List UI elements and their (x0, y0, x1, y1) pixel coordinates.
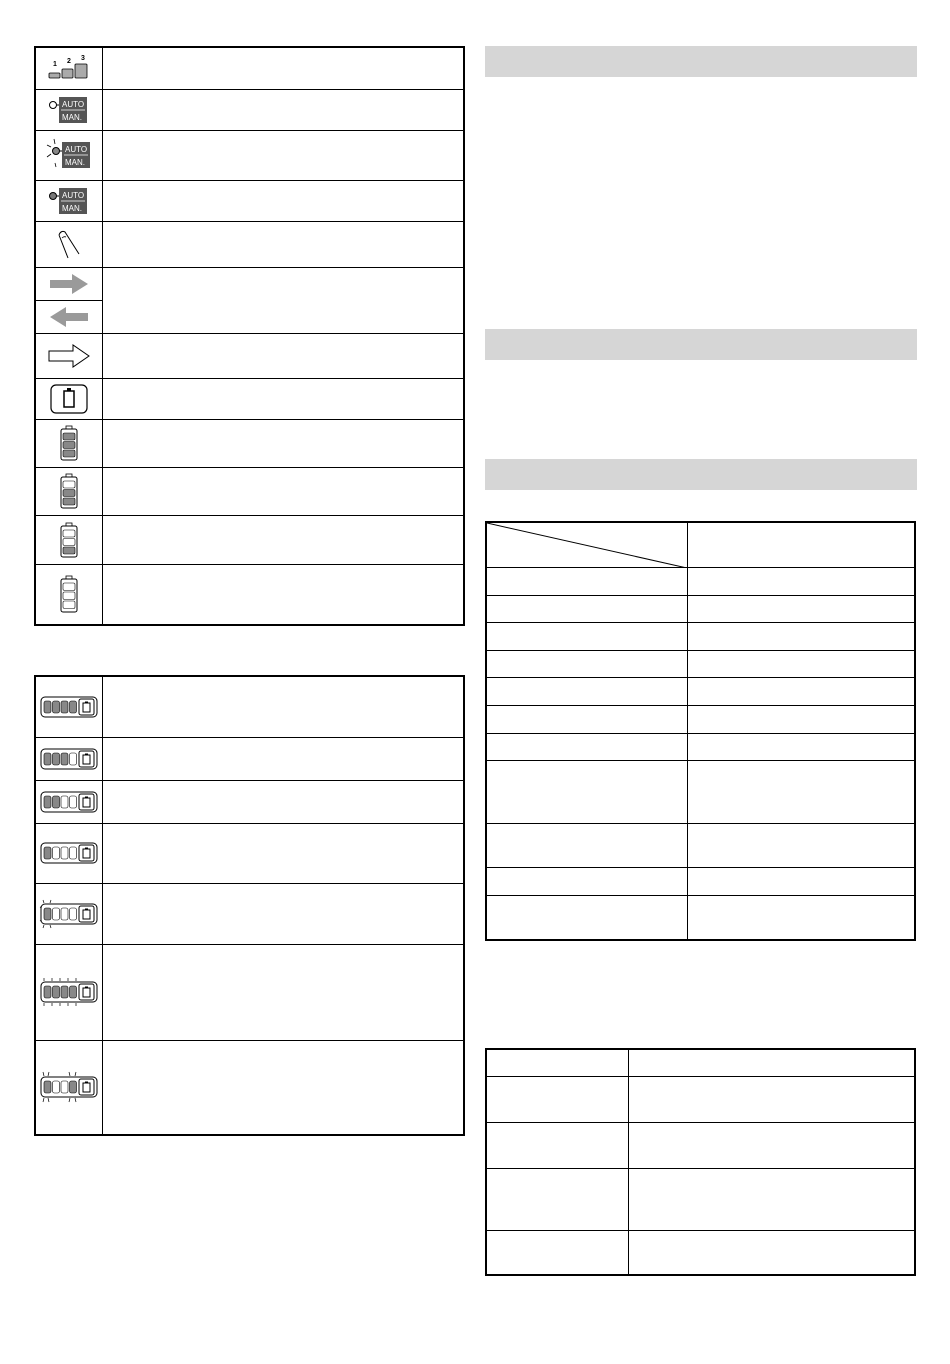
battery-label-cell (486, 1122, 629, 1168)
table-row (35, 378, 464, 419)
table-row (35, 737, 464, 780)
icon-cell (35, 737, 103, 780)
indicator-4-segments-icon (40, 696, 98, 718)
spec-value-cell (688, 567, 916, 595)
table-row (486, 622, 915, 650)
svg-text:3: 3 (81, 55, 85, 63)
svg-text:AUTO: AUTO (65, 145, 88, 154)
table-row (35, 89, 464, 130)
table-row (486, 760, 915, 823)
table-row (486, 1168, 915, 1230)
table-row (35, 883, 464, 944)
table-row (486, 1122, 915, 1168)
battery-label-cell (486, 1230, 629, 1275)
spec-value-cell (688, 823, 916, 867)
arrow-left-gray-icon (48, 307, 90, 327)
battery-value-cell (629, 1230, 916, 1275)
indicator-table (34, 675, 465, 1136)
spec-value-cell (688, 705, 916, 733)
icon-cell (35, 47, 103, 89)
section-heading-bar (485, 459, 917, 490)
indicator-1-segment-blinking-icon (39, 899, 99, 929)
table-row (486, 705, 915, 733)
battery-value-cell (629, 1076, 916, 1122)
spec-value-cell (688, 595, 916, 622)
icon-cell (35, 180, 103, 221)
description-cell (103, 89, 465, 130)
table-row (486, 595, 915, 622)
table-row (486, 895, 915, 940)
auto-man-indicator-blinking-icon (46, 137, 92, 173)
icon-cell (35, 221, 103, 267)
table-row (486, 867, 915, 895)
battery-level-1-icon (59, 522, 79, 558)
svg-text:AUTO: AUTO (62, 99, 85, 109)
svg-text:1: 1 (53, 61, 57, 69)
svg-text:MAN.: MAN. (62, 203, 82, 213)
icon-cell (35, 333, 103, 378)
icon-cell (35, 467, 103, 515)
description-cell (103, 676, 465, 737)
battery-table (485, 1048, 916, 1276)
svg-text:MAN.: MAN. (65, 158, 85, 167)
diagonal-header-cell (486, 522, 688, 567)
svg-text:MAN.: MAN. (62, 112, 82, 122)
battery-label-cell (486, 1168, 629, 1230)
icon-cell (35, 515, 103, 564)
description-cell (103, 564, 465, 625)
battery-level-0-icon (59, 575, 79, 613)
table-row (486, 733, 915, 760)
table-row (35, 221, 464, 267)
table-row (35, 564, 464, 625)
description-cell (103, 419, 465, 467)
svg-text:AUTO: AUTO (62, 190, 85, 200)
indicator-1-segment-icon (40, 842, 98, 864)
icon-cell (35, 823, 103, 883)
description-cell (103, 944, 465, 1040)
indicator-alternating-blink-icon (39, 1071, 99, 1103)
description-cell (103, 333, 465, 378)
battery-label-cell (486, 1076, 629, 1122)
table-row (486, 823, 915, 867)
icon-cell (35, 1040, 103, 1135)
description-cell (103, 467, 465, 515)
description-cell (103, 1040, 465, 1135)
diagonal-divider (487, 523, 687, 568)
icon-cell (35, 883, 103, 944)
spec-label-cell (486, 622, 688, 650)
description-cell (103, 823, 465, 883)
table-row (35, 823, 464, 883)
header-cell (486, 1049, 629, 1076)
spec-label-cell (486, 677, 688, 705)
battery-symbol-icon (50, 384, 88, 414)
header-cell (629, 1049, 916, 1076)
spec-value-cell (688, 867, 916, 895)
svg-text:2: 2 (67, 58, 71, 66)
icon-cell (35, 378, 103, 419)
auto-man-indicator-off-icon (47, 96, 91, 124)
battery-value-cell (629, 1168, 916, 1230)
table-header-row (486, 1049, 915, 1076)
specifications-table (485, 521, 916, 941)
indicator-2-segments-icon (40, 791, 98, 813)
table-row (35, 944, 464, 1040)
table-row (486, 1230, 915, 1275)
table-row (35, 267, 464, 300)
indicator-3-segments-icon (40, 748, 98, 770)
spec-value-cell (688, 895, 916, 940)
arrow-right-gray-icon (48, 274, 90, 294)
description-cell (103, 221, 465, 267)
table-row (35, 180, 464, 221)
icon-cell (35, 300, 103, 333)
table-header-row (486, 522, 915, 567)
description-cell (103, 883, 465, 944)
description-cell (103, 780, 465, 823)
table-row (35, 333, 464, 378)
spec-value-cell (688, 650, 916, 677)
spec-label-cell (486, 823, 688, 867)
spec-label-cell (486, 895, 688, 940)
table-row (35, 780, 464, 823)
finger-press-icon (54, 228, 84, 260)
description-cell (103, 378, 465, 419)
icon-cell (35, 130, 103, 180)
description-cell (103, 267, 465, 333)
spec-value-cell (688, 677, 916, 705)
spec-label-cell (486, 867, 688, 895)
spec-value-cell (688, 733, 916, 760)
spec-value-cell (688, 760, 916, 823)
spec-label-cell (486, 650, 688, 677)
symbols-table (34, 46, 465, 626)
icon-cell (35, 944, 103, 1040)
spec-label-cell (486, 733, 688, 760)
speed-level-1-2-3-icon (47, 55, 91, 81)
table-row (35, 419, 464, 467)
table-row (486, 1076, 915, 1122)
arrow-right-outline-icon (47, 344, 91, 368)
description-cell (103, 47, 465, 89)
table-row (35, 1040, 464, 1135)
spec-label-cell (486, 760, 688, 823)
battery-level-3-icon (59, 425, 79, 461)
description-cell (103, 515, 465, 564)
spec-value-cell (688, 622, 916, 650)
icon-cell (35, 780, 103, 823)
table-row (35, 676, 464, 737)
description-cell (103, 130, 465, 180)
description-cell (103, 180, 465, 221)
description-cell (103, 737, 465, 780)
icon-cell (35, 419, 103, 467)
table-row (35, 130, 464, 180)
indicator-all-blinking-icon (39, 976, 99, 1008)
icon-cell (35, 564, 103, 625)
table-row (486, 650, 915, 677)
table-row (486, 567, 915, 595)
spec-label-cell (486, 595, 688, 622)
spec-label-cell (486, 705, 688, 733)
icon-cell (35, 676, 103, 737)
battery-level-2-icon (59, 473, 79, 509)
icon-cell (35, 89, 103, 130)
battery-value-cell (629, 1122, 916, 1168)
icon-cell (35, 267, 103, 300)
section-heading-bar (485, 46, 917, 77)
table-row (35, 47, 464, 89)
table-row (486, 677, 915, 705)
table-row (35, 515, 464, 564)
section-heading-bar (485, 329, 917, 360)
spec-label-cell (486, 567, 688, 595)
auto-man-indicator-on-icon (47, 187, 91, 215)
header-cell (688, 522, 916, 567)
table-row (35, 467, 464, 515)
